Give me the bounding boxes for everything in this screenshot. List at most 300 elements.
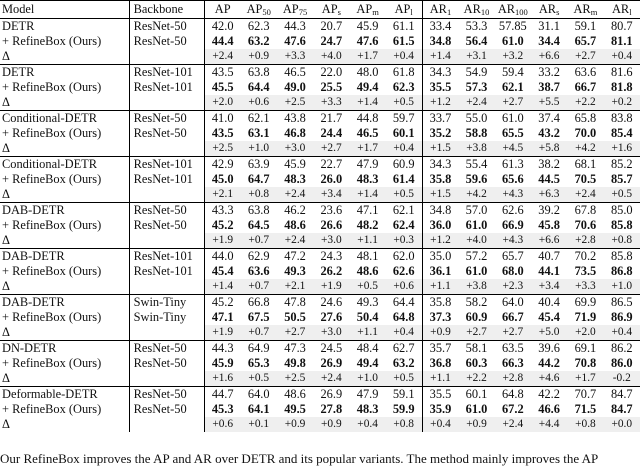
table-caption: Our RefineBox improves the AP and AR over DETR and its popular variants. The method mainly improves the AP	[0, 451, 599, 466]
backbone-cell: ResNet-101	[129, 172, 204, 187]
metric-cell: 59.1	[386, 387, 422, 403]
metric-cell: 84.7	[610, 402, 633, 416]
metric-cell: 64.9	[241, 341, 277, 357]
metric-cell: 44.7	[204, 387, 240, 403]
metric-cell: 60.1	[386, 126, 422, 141]
model-cell: + RefineBox (Ours)	[0, 264, 129, 279]
metric-cell: +1.2	[422, 95, 458, 111]
refinebox-row	[0, 126, 640, 141]
metric-cell: +2.4	[313, 371, 349, 387]
metric-cell: 62.4	[386, 218, 422, 233]
metric-cell: 35.7	[422, 341, 458, 357]
metric-cell: +3.1	[458, 49, 494, 65]
metric-cell: +2.1	[204, 187, 240, 203]
metric-cell: 34.4	[538, 34, 560, 48]
metric-cell: +1.4	[422, 49, 458, 65]
backbone-header: Backbone	[129, 1, 204, 19]
metric-cell: 68.0	[501, 264, 524, 278]
metric-cell: +2.7	[313, 141, 349, 157]
metric-cell: 26.9	[313, 387, 349, 403]
metric-cell: +0.4	[422, 417, 458, 432]
metric-cell: +0.9	[241, 49, 277, 65]
metric-cell: 64.4	[247, 80, 270, 94]
model-cell: Δ	[0, 187, 129, 203]
metric-cell: +4.3	[495, 233, 531, 249]
model-cell: DAB-DETR	[0, 249, 129, 265]
model-cell: DN-DETR	[0, 341, 129, 357]
metric-cell: 60.9	[386, 157, 422, 173]
delta-row	[0, 279, 640, 295]
model-cell: Deformable-DETR	[0, 387, 129, 403]
metric-cell: 47.9	[349, 387, 385, 403]
metric-cell: +3.3	[277, 49, 313, 65]
metric-cell: 73.5	[574, 264, 597, 278]
metric-cell: 22.0	[313, 65, 349, 81]
metric-cell: 55.4	[458, 157, 494, 173]
metric-cell: 70.2	[567, 249, 603, 265]
delta-row	[0, 417, 640, 432]
refinebox-row	[0, 172, 640, 187]
metric-cell: 44.5	[538, 172, 560, 186]
metric-cell: 58.1	[458, 341, 494, 357]
metric-cell: +0.4	[386, 141, 422, 157]
refinebox-row	[0, 218, 640, 233]
metric-cell: 69.1	[567, 341, 603, 357]
metric-cell: 81.1	[610, 34, 633, 48]
metric-cell: 45.4	[538, 310, 560, 324]
metric-cell: 47.6	[284, 34, 306, 48]
metric-cell: +3.3	[313, 95, 349, 111]
metric-cell: 61.8	[386, 65, 422, 81]
metric-cell: 49.3	[284, 264, 306, 278]
metric-cell: +3.0	[277, 141, 313, 157]
metric-cell: +0.6	[204, 417, 240, 432]
metric-cell: +2.7	[277, 325, 313, 341]
metric-cell: +1.2	[422, 233, 458, 249]
metric-cell: 61.0	[465, 402, 488, 416]
metric-cell: 81.8	[610, 80, 633, 94]
metric-cell: 59.7	[386, 111, 422, 127]
metric-cell: 47.3	[277, 341, 313, 357]
metric-cell: 57.2	[458, 249, 494, 265]
delta-row	[0, 141, 640, 157]
metric-cell: 70.8	[574, 356, 597, 370]
metric-cell: 34.8	[422, 203, 458, 219]
metric-cell: +2.3	[495, 279, 531, 295]
metric-cell: +2.2	[567, 95, 603, 111]
metric-cell: +0.8	[604, 233, 640, 249]
metric-cell: 27.6	[320, 310, 343, 324]
metric-cell: 43.8	[277, 111, 313, 127]
backbone-cell: ResNet-50	[129, 126, 204, 141]
metric-cell: 27.8	[320, 402, 343, 416]
metric-header: $AP_s$	[313, 1, 349, 19]
metric-cell: 35.5	[422, 387, 458, 403]
metric-cell: 63.5	[495, 341, 531, 357]
metric-cell: 47.9	[349, 157, 385, 173]
metric-cell: 43.5	[211, 126, 234, 140]
backbone-cell: Swin-Tiny	[129, 310, 204, 325]
baseline-row	[0, 341, 640, 357]
metric-cell: +1.4	[204, 279, 240, 295]
backbone-cell	[129, 233, 204, 249]
model-cell: Δ	[0, 371, 129, 387]
backbone-cell: ResNet-50	[129, 356, 204, 371]
metric-cell: 48.3	[356, 172, 379, 186]
backbone-cell	[129, 371, 204, 387]
metric-cell: 57.3	[465, 80, 488, 94]
metric-cell: 61.0	[465, 264, 488, 278]
delta-row	[0, 49, 640, 65]
metric-cell: 45.0	[211, 172, 234, 186]
metric-cell: +3.0	[313, 325, 349, 341]
metric-cell: +4.4	[531, 417, 567, 432]
metric-cell: +1.1	[422, 371, 458, 387]
metric-cell: 85.8	[610, 218, 633, 232]
metric-cell: +2.4	[495, 417, 531, 432]
backbone-cell: ResNet-101	[129, 65, 204, 81]
metric-cell: +0.4	[386, 325, 422, 341]
metric-cell: +2.7	[567, 49, 603, 65]
backbone-cell: ResNet-50	[129, 387, 204, 403]
metric-cell: 61.4	[386, 172, 422, 187]
metric-cell: 33.2	[531, 65, 567, 81]
metric-cell: 85.7	[610, 172, 633, 186]
metric-cell: 61.3	[495, 157, 531, 173]
model-cell: + RefineBox (Ours)	[0, 126, 129, 141]
metric-cell: +2.7	[458, 325, 494, 341]
metric-header: $AR_s$	[531, 1, 567, 19]
refinebox-row	[0, 310, 640, 325]
metric-cell: +0.5	[349, 279, 385, 295]
metric-cell: 35.8	[429, 172, 452, 186]
metric-cell: 61.0	[495, 111, 531, 127]
metric-cell: 59.9	[386, 402, 422, 417]
metric-cell: 23.6	[313, 203, 349, 219]
backbone-cell: ResNet-50	[129, 402, 204, 417]
backbone-cell: ResNet-50	[129, 341, 204, 357]
baseline-row	[0, 203, 640, 219]
metric-cell: 24.7	[320, 34, 343, 48]
metric-cell: 36.1	[429, 264, 452, 278]
model-cell: + RefineBox (Ours)	[0, 218, 129, 233]
metric-cell: +0.4	[349, 417, 385, 432]
metric-cell: 48.6	[356, 264, 379, 278]
metric-cell: +0.4	[604, 49, 640, 65]
metric-cell: 85.4	[610, 126, 633, 140]
metric-cell: 71.9	[574, 310, 597, 324]
metric-cell: 46.5	[356, 126, 379, 140]
metric-cell: +0.9	[277, 417, 313, 432]
delta-row	[0, 233, 640, 249]
model-cell: + RefineBox (Ours)	[0, 402, 129, 417]
metric-cell: 45.9	[356, 19, 379, 33]
metric-cell: 65.6	[501, 172, 524, 186]
metric-cell: 64.0	[495, 295, 531, 311]
metric-cell: 26.6	[320, 218, 343, 232]
metric-cell: +2.4	[458, 95, 494, 111]
metric-cell: 62.0	[386, 249, 422, 265]
metric-cell: +1.9	[204, 233, 240, 249]
metric-header: $AR_l$	[604, 1, 640, 19]
metric-cell: +0.5	[241, 371, 277, 387]
metric-cell: +1.7	[349, 49, 385, 65]
metric-cell: 24.6	[313, 295, 349, 311]
metric-cell: +0.5	[386, 187, 422, 203]
metric-cell: 42.9	[204, 157, 240, 173]
backbone-cell: ResNet-50	[129, 203, 204, 219]
metric-cell: 48.1	[349, 249, 385, 265]
metric-cell: +5.8	[531, 141, 567, 157]
refinebox-row	[0, 34, 640, 49]
metric-cell: 70.5	[574, 172, 597, 186]
metric-cell: 60.3	[465, 356, 488, 370]
metric-cell: 49.4	[356, 80, 379, 94]
metric-cell: 59.6	[465, 172, 488, 186]
metric-cell: +2.2	[458, 371, 494, 387]
metric-cell: +3.4	[313, 187, 349, 203]
backbone-cell: ResNet-101	[129, 264, 204, 279]
metric-cell: +0.1	[241, 417, 277, 432]
metric-cell: +3.8	[458, 279, 494, 295]
model-cell: + RefineBox (Ours)	[0, 80, 129, 95]
metric-cell: 34.8	[429, 34, 452, 48]
metric-cell: 64.0	[241, 387, 277, 403]
metric-header: $AR_m$	[567, 1, 603, 19]
metric-cell: 48.0	[349, 65, 385, 81]
metric-cell: 21.7	[313, 111, 349, 127]
metric-cell: +0.9	[313, 417, 349, 432]
metric-cell: 24.5	[313, 341, 349, 357]
metric-cell: 70.7	[567, 387, 603, 403]
metric-cell: 49.3	[349, 295, 385, 311]
metric-cell: 44.8	[349, 111, 385, 127]
metric-header: $AP_{50}$	[241, 1, 277, 19]
metric-cell: +1.9	[204, 325, 240, 341]
metric-cell: +6.6	[531, 233, 567, 249]
metric-cell: 48.6	[277, 387, 313, 403]
metric-header: AP	[204, 1, 240, 19]
model-cell: Conditional-DETR	[0, 111, 129, 127]
metric-cell: 35.2	[429, 126, 452, 140]
metric-cell: +0.6	[241, 95, 277, 111]
metric-cell: 47.6	[356, 34, 379, 48]
metric-cell: 61.1	[386, 19, 422, 35]
baseline-row	[0, 19, 640, 35]
metric-cell: +0.5	[604, 187, 640, 203]
metric-cell: +0.0	[604, 417, 640, 432]
metric-cell: 65.3	[247, 356, 270, 370]
metric-cell: +4.0	[313, 49, 349, 65]
model-cell: Conditional-DETR	[0, 157, 129, 173]
metric-cell: 62.3	[386, 80, 422, 95]
delta-row	[0, 187, 640, 203]
metric-cell: 64.5	[247, 218, 270, 232]
metric-cell: +1.1	[349, 325, 385, 341]
metric-header: $AR_{10}$	[458, 1, 494, 19]
metric-cell: 46.8	[284, 126, 306, 140]
metric-cell: +0.8	[241, 187, 277, 203]
metric-cell: 64.8	[386, 310, 422, 325]
metric-cell: 48.3	[284, 172, 306, 186]
metric-cell: +1.9	[313, 279, 349, 295]
metric-cell: 64.1	[247, 402, 270, 416]
metric-cell: 50.5	[284, 310, 306, 324]
metric-cell: 38.2	[531, 157, 567, 173]
metric-cell: 55.0	[458, 111, 494, 127]
metric-cell: 66.8	[241, 295, 277, 311]
metric-cell: +4.0	[458, 233, 494, 249]
model-cell: Δ	[0, 417, 129, 432]
metric-cell: +2.8	[567, 233, 603, 249]
metric-cell: 63.9	[241, 157, 277, 173]
metric-cell: +2.8	[495, 371, 531, 387]
metric-cell: +2.4	[277, 233, 313, 249]
metric-cell: 67.8	[567, 203, 603, 219]
metric-cell: 54.9	[458, 65, 494, 81]
metric-cell: 67.2	[501, 402, 524, 416]
model-cell: Δ	[0, 233, 129, 249]
metric-cell: 48.6	[284, 218, 306, 232]
metric-cell: 62.6	[386, 264, 422, 279]
metric-cell: +2.7	[495, 95, 531, 111]
metric-cell: 56.4	[465, 34, 488, 48]
metric-cell: 45.4	[211, 264, 234, 278]
baseline-row	[0, 295, 640, 311]
metric-cell: +1.1	[349, 233, 385, 249]
metric-cell: 47.8	[277, 295, 313, 311]
metric-cell: 44.1	[538, 264, 560, 278]
model-cell: + RefineBox (Ours)	[0, 172, 129, 187]
metric-cell: 33.7	[422, 111, 458, 127]
metric-cell: 39.2	[531, 203, 567, 219]
metric-cell: 34.3	[422, 157, 458, 173]
metric-header: $AP_m$	[349, 1, 385, 19]
metric-cell: 47.1	[211, 310, 234, 324]
backbone-cell: ResNet-101	[129, 80, 204, 95]
metric-cell: 42.2	[531, 387, 567, 403]
metric-cell: +1.0	[604, 279, 640, 295]
metric-cell: 48.2	[356, 218, 379, 232]
backbone-cell	[129, 141, 204, 157]
metric-cell: +1.4	[349, 187, 385, 203]
metric-cell: +5.5	[531, 95, 567, 111]
baseline-row	[0, 387, 640, 403]
metric-header: $AP_{75}$	[277, 1, 313, 19]
backbone-cell	[129, 417, 204, 432]
delta-row	[0, 325, 640, 341]
metric-cell: 66.7	[574, 80, 597, 94]
metric-cell: 67.5	[247, 310, 270, 324]
metric-cell: +0.4	[604, 325, 640, 341]
metric-cell: +0.6	[386, 279, 422, 295]
metric-cell: +6.6	[531, 49, 567, 65]
metric-cell: +0.2	[604, 95, 640, 111]
metric-cell: +4.3	[495, 187, 531, 203]
metric-cell: 26.2	[320, 264, 343, 278]
metric-cell: 41.0	[204, 111, 240, 127]
metric-cell: 35.0	[422, 249, 458, 265]
metric-cell: +1.6	[204, 371, 240, 387]
metric-cell: 26.9	[320, 356, 343, 370]
metric-cell: 40.4	[531, 295, 567, 311]
metric-cell: +2.4	[567, 187, 603, 203]
metric-cell: 45.2	[211, 218, 234, 232]
metric-cell: 70.0	[574, 126, 597, 140]
metric-cell: 45.8	[538, 218, 560, 232]
header-row	[0, 1, 640, 19]
metric-cell: 36.8	[429, 356, 452, 370]
metric-cell: 60.1	[458, 387, 494, 403]
metric-cell: 24.3	[313, 249, 349, 265]
metric-cell: 84.7	[604, 387, 640, 403]
metric-cell: 59.1	[574, 19, 597, 33]
metric-cell: +1.5	[422, 187, 458, 203]
metric-cell: 43.3	[204, 203, 240, 219]
metric-cell: 62.7	[386, 341, 422, 357]
model-cell: Δ	[0, 141, 129, 157]
metric-cell: +0.8	[386, 417, 422, 432]
metric-cell: 66.7	[501, 310, 524, 324]
metric-cell: +1.7	[349, 141, 385, 157]
metric-cell: 57.85	[498, 19, 527, 33]
metric-cell: 64.7	[247, 172, 270, 186]
model-cell: DETR	[0, 65, 129, 81]
metric-cell: +2.0	[567, 325, 603, 341]
backbone-cell: ResNet-50	[129, 111, 204, 127]
metric-cell: +0.9	[458, 417, 494, 432]
metric-cell: 80.7	[610, 19, 633, 33]
metric-cell: +2.5	[204, 141, 240, 157]
metric-cell: 47.1	[349, 203, 385, 219]
baseline-row	[0, 249, 640, 265]
metric-cell: 35.5	[429, 80, 452, 94]
metric-cell: 39.6	[531, 341, 567, 357]
metric-cell: 85.0	[604, 203, 640, 219]
table-body	[0, 19, 640, 433]
model-header: Model	[0, 1, 129, 19]
metric-cell: +0.5	[386, 371, 422, 387]
metric-cell: 69.9	[567, 295, 603, 311]
metric-cell: +0.4	[386, 49, 422, 65]
metric-cell: +2.5	[277, 371, 313, 387]
backbone-cell	[129, 95, 204, 111]
metric-cell: +3.8	[458, 141, 494, 157]
metric-cell: 61.0	[501, 34, 524, 48]
metric-cell: +2.7	[495, 325, 531, 341]
refinebox-row	[0, 402, 640, 417]
metric-cell: +1.4	[349, 95, 385, 111]
metric-cell: 65.8	[567, 111, 603, 127]
metric-cell: +2.1	[277, 279, 313, 295]
metric-cell: 31.1	[538, 19, 560, 33]
metric-cell: 60.9	[465, 310, 488, 324]
metric-cell: 65.7	[495, 249, 531, 265]
metric-cell: 64.4	[386, 295, 422, 311]
metric-cell: 63.6	[567, 65, 603, 81]
metric-cell: 81.6	[604, 65, 640, 81]
metric-cell: 43.5	[204, 65, 240, 81]
metric-cell: 45.5	[211, 80, 234, 94]
metric-cell: +6.3	[531, 187, 567, 203]
model-cell: + RefineBox (Ours)	[0, 34, 129, 49]
metric-cell: 63.2	[386, 356, 422, 371]
metric-cell: +1.5	[422, 141, 458, 157]
metric-cell: +1.0	[349, 371, 385, 387]
metric-cell: 49.0	[284, 80, 306, 94]
backbone-cell	[129, 49, 204, 65]
model-cell: Δ	[0, 279, 129, 295]
